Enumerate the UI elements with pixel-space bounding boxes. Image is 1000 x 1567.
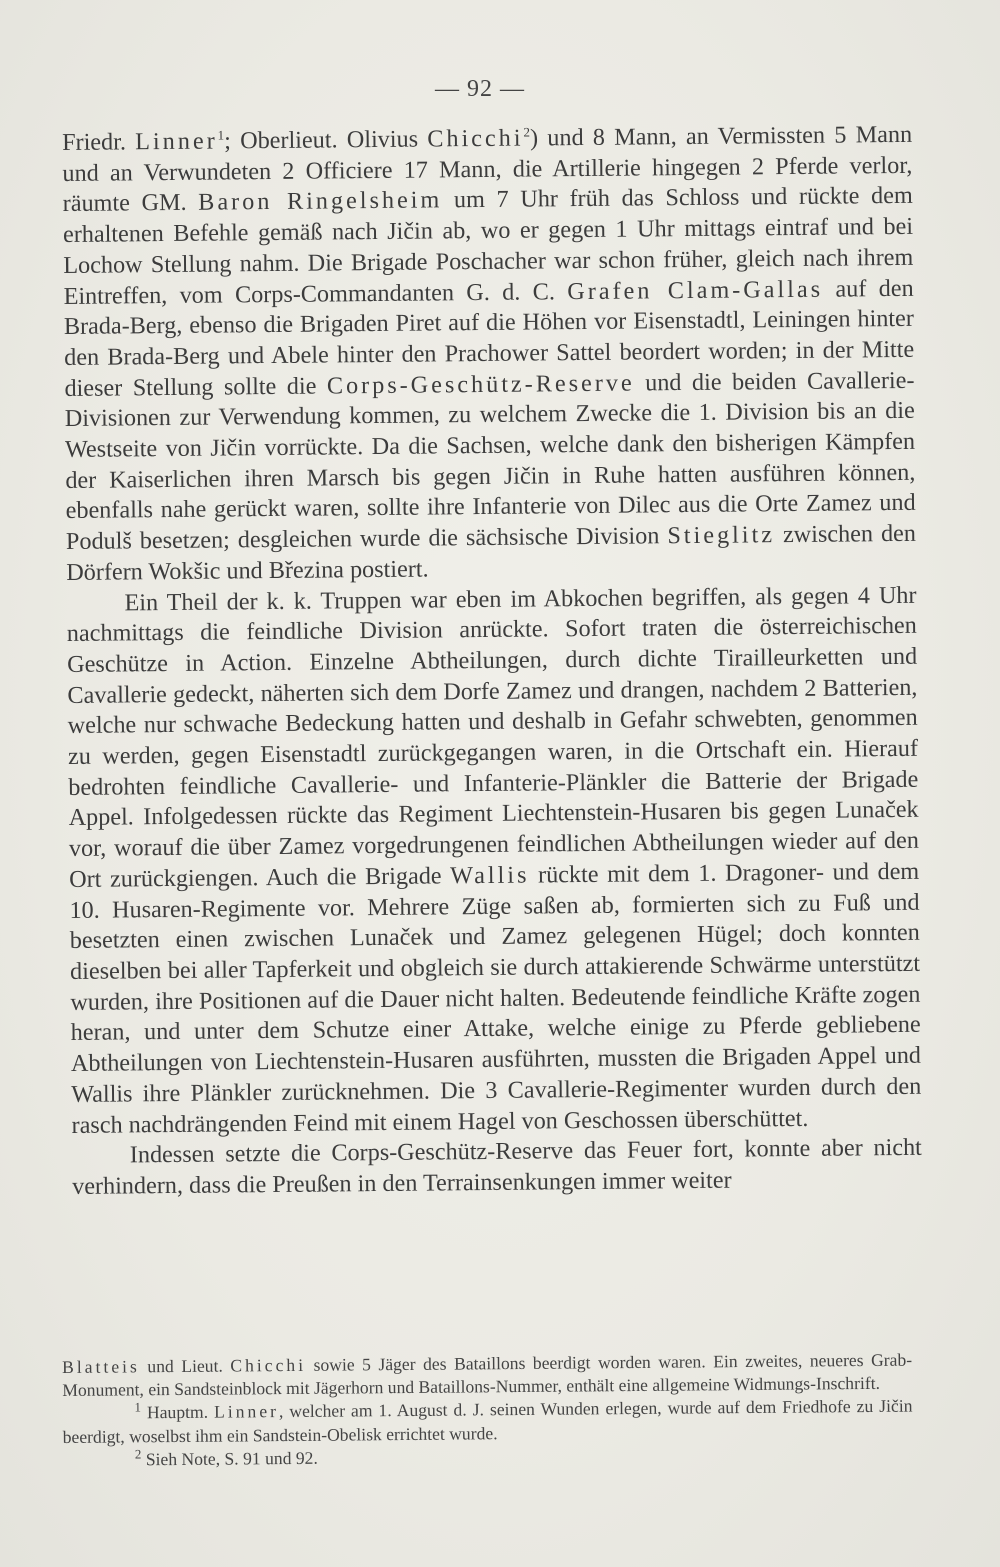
text-run: ) und 8 Mann, an Vermissten 5 Mann und an Verwundeten 2 Officiere 17 Mann, die Artillerie hingegen 2 Pferde verlor, räumte GM. <box>62 120 913 218</box>
spaced-name: Baron Ringelsheim <box>198 186 443 217</box>
text-run: Sieh Note, S. 91 und 92. <box>141 1447 318 1470</box>
spaced-name: Linner <box>213 1401 280 1423</box>
text-run: um 7 Uhr früh das Schloss und rückte dem erhaltenen Befehle gemäß nach Jičin ab, wo er gegen 1 Uhr mittags eintraf und bei Lochow Stellung nahm. Die Brigade Poschacher war schon früher, gleich nach ihrem Eintreffen, vom Corps-Commandanten G. d. C. <box>62 182 914 310</box>
text-run: Hauptm. <box>140 1402 215 1423</box>
text-run: ; Oberlieut. Olivius <box>224 125 428 155</box>
spaced-name: Grafen Clam-Gallas <box>567 275 824 305</box>
footnote <box>62 1349 912 1403</box>
text-run: auf den Brada-Berg, ebenso die Brigaden Piret auf die Höhen vor Eisenstadtl, Leiningen hinter den Brada-Berg und Abele hinter den Prachower Sattel beordert worden; in der Mitte dieser Stellung sollte die <box>63 274 915 402</box>
footnote-marker: 2 <box>523 124 531 140</box>
spaced-name: Linner <box>135 127 218 156</box>
text-run: Ein Theil der k. k. Truppen war eben im Abkochen begriffen, als gegen 4 Uhr nachmittags die feindliche Division anrückte. Sofort traten die österreichischen Geschütze in Action. Einzelne Abtheilungen, durch dichte Tirailleurketten und Cavallerie gedeckt, näherten sich dem Dorfe Zamez und drangen, nachdem 2 Batterien, welche nur schwache Bedeckung hatten und deshalb in Gefahr schwebten, genommen zu werden, gegen Eisenstadtl zurückgegangen waren, in die Ortschaft ein. Hierauf bedrohten feindliche Cavallerie- und Infanterie-Plänkler die Batterie der Brigade Appel. Infolgedessen rückte das Regiment Liechtenstein-Husaren bis gegen Lunaček vor, worauf die über Zamez vorgedrungenen feindlichen Abtheilungen wieder auf den Ort zurückgiengen. Auch die Brigade <box>66 581 920 893</box>
footnote-marker: 2 <box>134 1446 142 1462</box>
text-run: Indessen setzte die Corps-Geschütz-Reserve das Feuer fort, konnte aber nicht verhindern, dass die Preußen in den Terrainsenkungen immer weiter <box>72 1133 922 1200</box>
paragraph <box>72 1133 923 1203</box>
footnote-marker: 1 <box>134 1399 142 1415</box>
spaced-name: Stieglitz <box>667 521 776 550</box>
footnote <box>62 1395 912 1449</box>
paragraph <box>66 580 921 1141</box>
spaced-name: Blatteis <box>62 1356 140 1377</box>
text-run: zwischen den Dörfern Wokšic und Březina postiert. <box>66 519 917 586</box>
text-run: und die beiden Cavallerie-Divisionen zur Verwendung kommen, zu welchem Zwecke die 1. Division bis an die Westseite von Jičin vorrückte. Da die Sachsen, welche dank den bisherigen Kämpfen der Kaiserlichen ihren Marsch bis gegen Jičin in Ruhe hatten ausführen können, ebenfalls nahe gerückt waren, sollte ihre Infanterie von Dilec aus die Orte Zamez und Podulš besetzen; desgleichen wurde die sächsische Division <box>64 366 916 556</box>
footnote-marker: 1 <box>217 127 225 143</box>
text-run: sowie 5 Jäger des Bataillons beerdigt worden waren. Ein zweites, neueres Grab-Monument, ein Sandsteinblock mit Jägerhorn und Bataillons-Nummer, enthält eine allgemeine Widmungs-Inschrift. <box>62 1349 913 1401</box>
paragraph <box>62 120 916 589</box>
text-run: und Lieut. <box>139 1355 231 1377</box>
spaced-name: Wallis <box>450 861 530 890</box>
spaced-name: Corps-Geschütz-Reserve <box>326 369 635 400</box>
text-run: rückte mit dem 1. Dragoner- und dem 10. Husaren-Regimente vor. Mehrere Züge saßen ab, formierten sich zu Fuß und besetzten einen zwischen Lunaček und Zamez gelegenen Hügel; doch konnten dieselben bei aller Tapferkeit und obgleich sie durch attakierende Schwärme unterstützt wurden, ihre Positionen auf die Dauer nicht halten. Bedeutende feindliche Kräfte zogen heran, und unter dem Schutze einer Attake, welche einige zu Pferde gebliebene Abtheilungen von Liechtenstein-Husaren ausführten, mussten die Brigaden Appel und Wallis ihre Plänkler zurücknehmen. Die 3 Cavallerie-Regimenter wurden durch den rasch nachdrängenden Feind mit einem Hagel von Geschossen überschüttet. <box>69 857 922 1139</box>
main-text <box>62 120 922 1203</box>
spaced-name: Chicchi <box>427 124 524 153</box>
page-number: — 92 — <box>435 76 525 102</box>
footnotes <box>62 1349 913 1472</box>
text-run: , welcher am 1. August d. J. seinen Wunden erlegen, wurde auf dem Friedhofe zu Jičin beerdigt, woselbst ihm ein Sandstein-Obelisk errichtet wurde. <box>62 1395 913 1447</box>
text-run: Friedr. <box>62 128 136 156</box>
spaced-name: Chicchi <box>230 1354 307 1376</box>
